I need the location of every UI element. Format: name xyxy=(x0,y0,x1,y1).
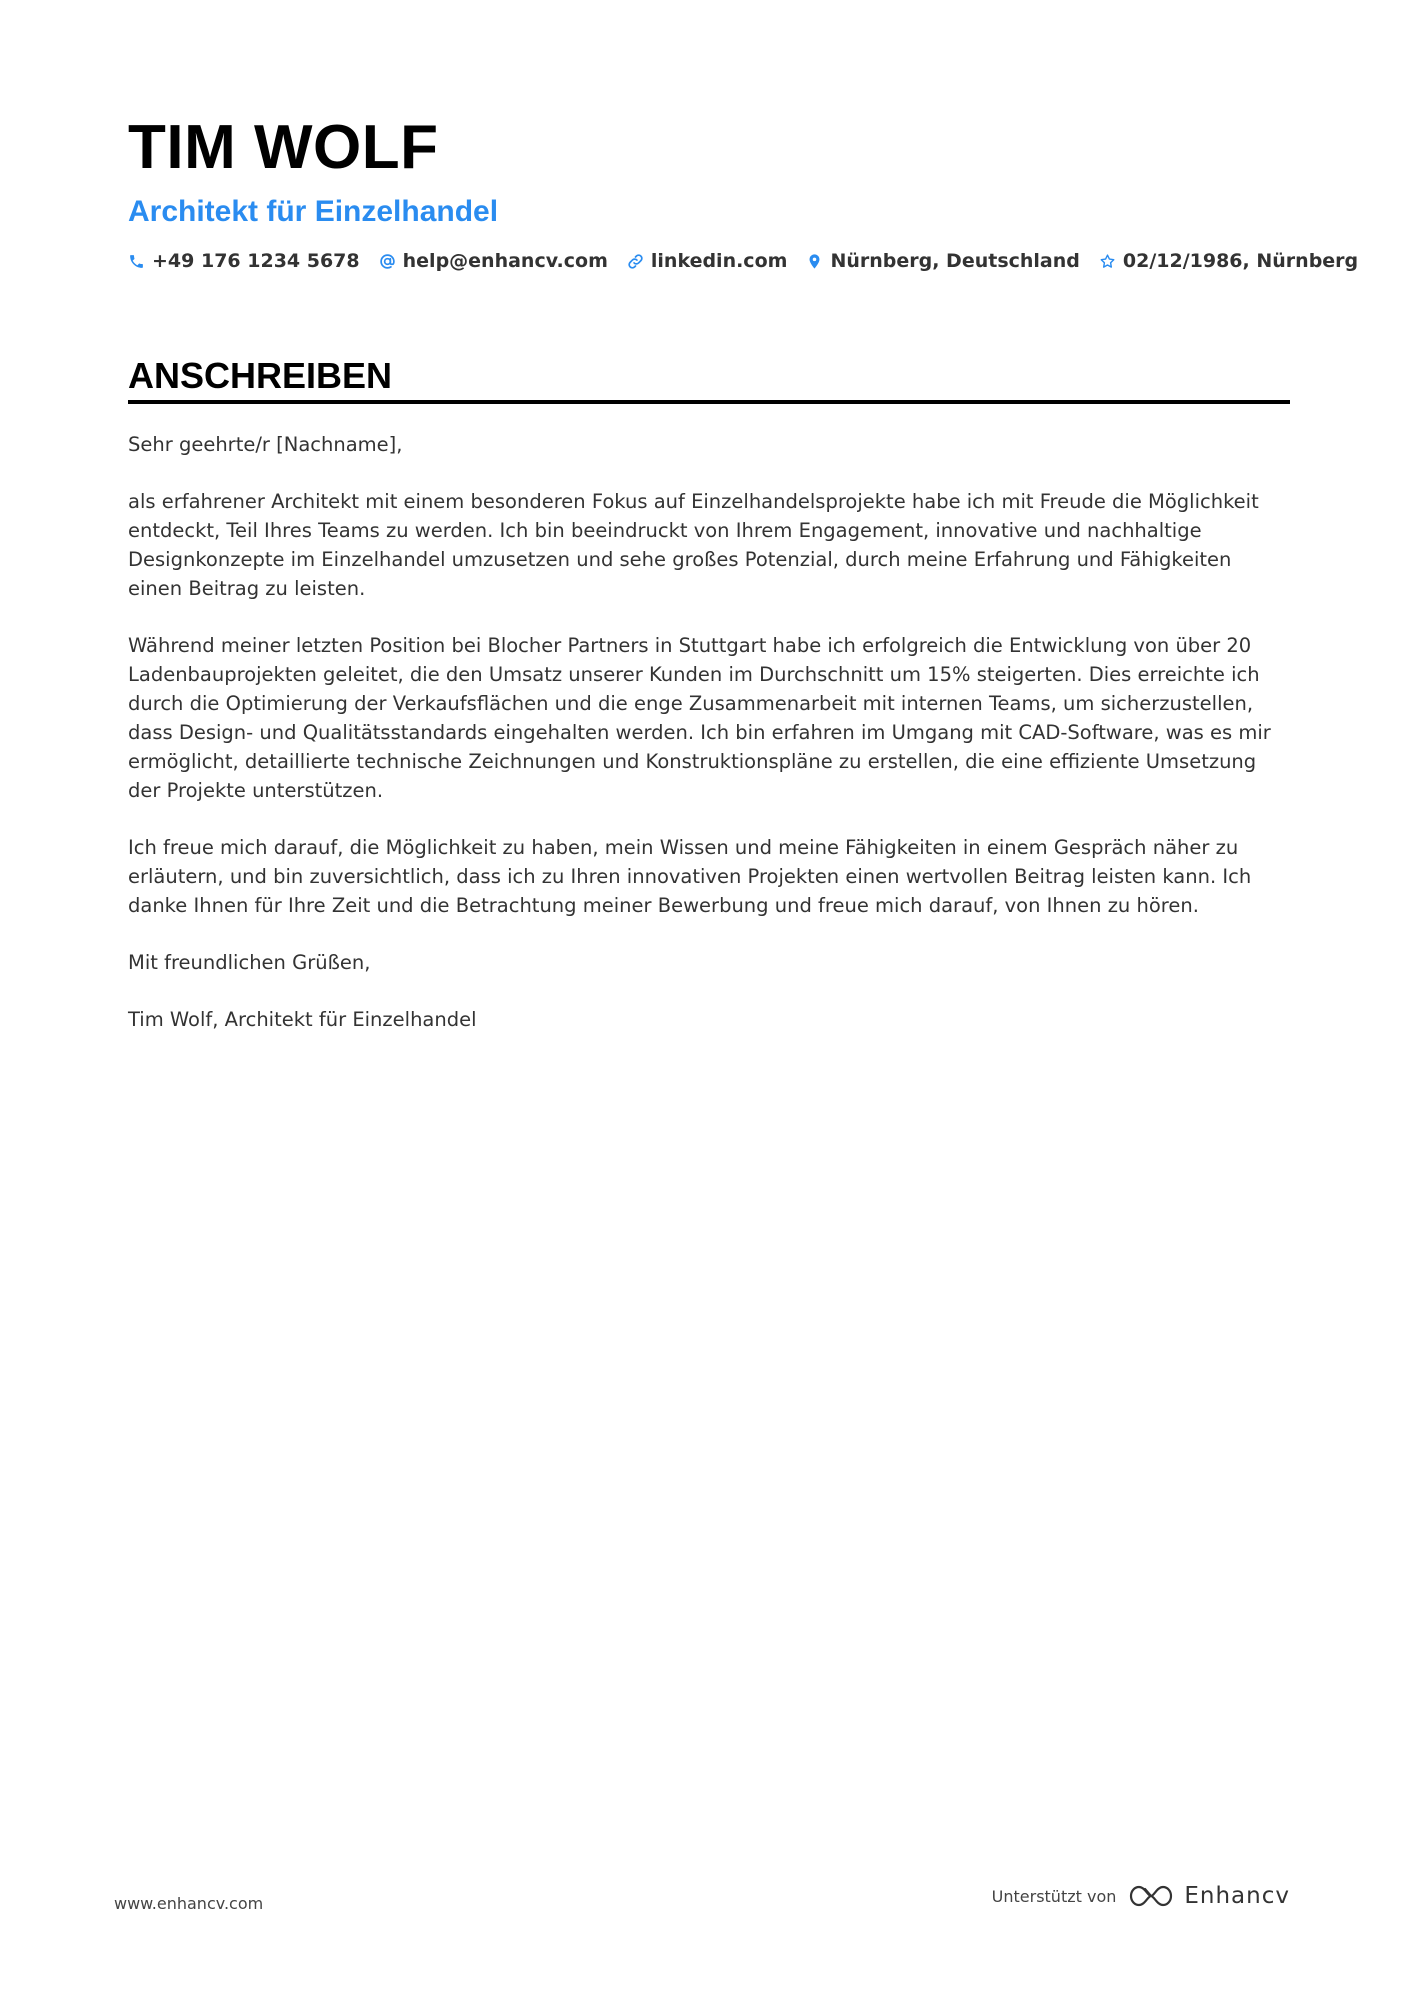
contact-phone-text: +49 176 1234 5678 xyxy=(152,250,360,272)
link-icon xyxy=(627,253,644,270)
letter-paragraph-1: als erfahrener Architekt mit einem besonderen Fokus auf Einzelhandelsprojekte habe ich mit Freude die Möglichkeit entdeckt, Teil Ihres Teams zu werden. Ich bin beeindruckt von Ihrem Engagement, innovative und nachhaltige Designkonzepte im Einzelhandel umzusetzen und sehe großes Potenzial, durch meine Erfahrung und Fähigkeiten einen Beitrag zu leisten. xyxy=(128,490,1259,600)
footer-website-link[interactable]: www.enhancv.com xyxy=(114,1894,264,1913)
letter-salutation: Sehr geehrte/r [Nachname], xyxy=(128,433,403,456)
footer-powered-by[interactable] xyxy=(992,1882,1290,1910)
contact-email[interactable] xyxy=(379,250,608,272)
letter-body xyxy=(128,430,1290,1034)
powered-by-label: Unterstützt von xyxy=(991,1886,1117,1906)
letter-closing: Mit freundlichen Grüßen, xyxy=(128,951,371,974)
contact-phone[interactable] xyxy=(128,250,360,272)
contact-location-text: Nürnberg, Deutschland xyxy=(830,250,1080,272)
cover-letter-page xyxy=(128,108,1359,1062)
contact-linkedin[interactable] xyxy=(627,250,788,272)
contact-birth-text: 02/12/1986, Nürnberg xyxy=(1122,250,1359,272)
contact-location xyxy=(806,250,1079,272)
candidate-role: Architekt für Einzelhandel xyxy=(128,195,499,228)
letter-paragraph-3: Ich freue mich darauf, die Möglichkeit zu haben, mein Wissen und meine Fähigkeiten in einem Gespräch näher zu erläutern, und bin zuversichtlich, dass ich zu Ihren innovativen Projekten einen wertvollen Beitrag leisten kann. Ich danke Ihnen für Ihre Zeit und die Betrachtung meiner Bewerbung und freue mich darauf, von Ihnen zu hören. xyxy=(128,836,1252,917)
at-icon xyxy=(379,253,396,270)
location-pin-icon xyxy=(806,253,823,270)
enhancv-logo-icon xyxy=(1128,1882,1174,1910)
section-title: ANSCHREIBEN xyxy=(128,355,393,396)
contact-bar xyxy=(128,250,1359,272)
contact-email-text: help@enhancv.com xyxy=(402,250,608,272)
contact-linkedin-text: linkedin.com xyxy=(650,250,788,272)
contact-birth xyxy=(1099,250,1358,272)
letter-paragraph-2: Während meiner letzten Position bei Blocher Partners in Stuttgart habe ich erfolgreich die Entwicklung von über 20 Ladenbauprojekten geleitet, die den Umsatz unserer Kunden im Durchschnitt um 15% steigerten. Dies erreichte ich durch die Optimierung der Verkaufsflächen und die enge Zusammenarbeit mit internen Teams, um sicherzustellen, dass Design- und Qualitätsstandards eingehalten werden. Ich bin erfahren im Umgang mit CAD-Software, was es mir ermöglicht, detaillierte technische Zeichnungen und Konstruktionspläne zu erstellen, die eine effiziente Umsetzung der Projekte unterstützen. xyxy=(128,634,1271,802)
section-divider xyxy=(128,400,1290,404)
enhancv-brand: Enhancv xyxy=(1184,1883,1290,1909)
phone-icon xyxy=(128,253,145,270)
letter-signature: Tim Wolf, Architekt für Einzelhandel xyxy=(128,1008,477,1031)
star-icon xyxy=(1099,253,1116,270)
candidate-name: TIM WOLF xyxy=(128,113,439,182)
